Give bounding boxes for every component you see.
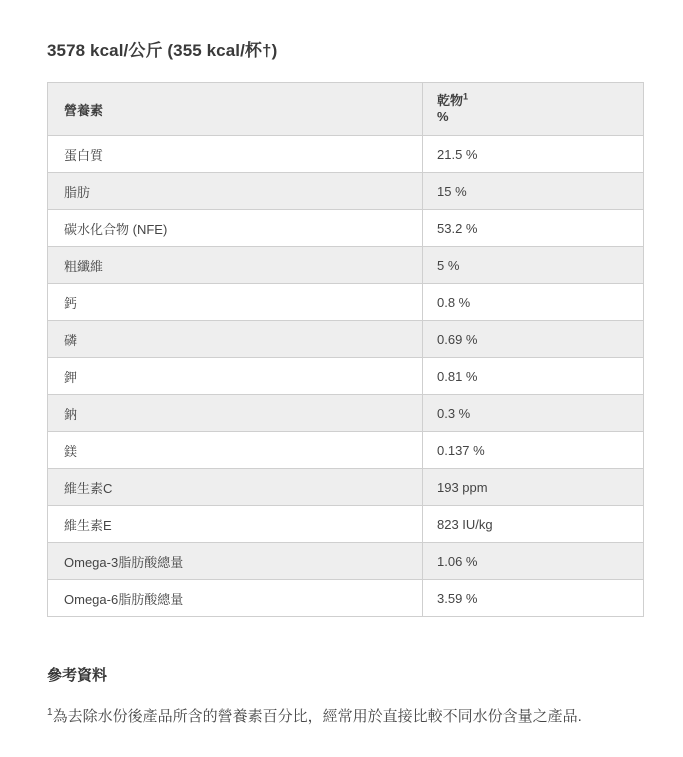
table-row	[48, 173, 644, 210]
table-row	[48, 210, 644, 247]
nutrient-value: 193 ppm	[423, 469, 644, 506]
nutrient-value: 0.137 %	[423, 432, 644, 469]
footnote-marker: 1	[47, 707, 53, 718]
nutrient-name: 蛋白質	[48, 136, 423, 173]
nutrient-name: 鈣	[48, 284, 423, 321]
table-header-row	[48, 83, 644, 136]
nutrient-value: 5 %	[423, 247, 644, 284]
nutrient-value: 823 IU/kg	[423, 506, 644, 543]
nutrient-value: 0.69 %	[423, 321, 644, 358]
footnote	[47, 705, 582, 726]
column-header-dry-matter	[423, 83, 644, 136]
nutrient-value: 3.59 %	[423, 580, 644, 617]
nutrient-name: 磷	[48, 321, 423, 358]
calories-info: 3578 kcal/公斤 (355 kcal/杯†)	[47, 41, 278, 60]
footnote-text: 為去除水份後產品所含的營養素百分比，經常用於直接比較不同水份含量之產品.	[52, 708, 582, 725]
nutrient-name: 鈉	[48, 395, 423, 432]
nutrient-value: 21.5 %	[423, 136, 644, 173]
nutrient-name: 維生素E	[48, 506, 423, 543]
nutrient-value: 0.81 %	[423, 358, 644, 395]
table-row	[48, 321, 644, 358]
table-row	[48, 432, 644, 469]
nutrient-name: 鉀	[48, 358, 423, 395]
table-row	[48, 395, 644, 432]
table-row	[48, 580, 644, 617]
column-header-nutrient: 營養素	[48, 83, 423, 136]
nutrient-value: 0.8 %	[423, 284, 644, 321]
nutrient-name: 鎂	[48, 432, 423, 469]
nutrient-value: 15 %	[423, 173, 644, 210]
dry-matter-unit: %	[437, 109, 449, 124]
table-row	[48, 136, 644, 173]
table-row	[48, 506, 644, 543]
nutrient-name: Omega-6脂肪酸總量	[48, 580, 423, 617]
nutrient-value: 0.3 %	[423, 395, 644, 432]
table-row	[48, 358, 644, 395]
nutrient-value: 53.2 %	[423, 210, 644, 247]
table-row	[48, 469, 644, 506]
nutrient-name: 碳水化合物 (NFE)	[48, 210, 423, 247]
table-row	[48, 543, 644, 580]
table-row	[48, 284, 644, 321]
nutrient-name: 粗纖維	[48, 247, 423, 284]
references-heading: 參考資料	[47, 667, 108, 684]
nutrient-name: 脂肪	[48, 173, 423, 210]
nutrient-value: 1.06 %	[423, 543, 644, 580]
dry-matter-label: 乾物	[437, 93, 464, 108]
dry-matter-footnote-marker: 1	[463, 91, 469, 102]
nutrition-table	[47, 82, 644, 617]
nutrient-name: Omega-3脂肪酸總量	[48, 543, 423, 580]
nutrient-name: 維生素C	[48, 469, 423, 506]
table-row	[48, 247, 644, 284]
